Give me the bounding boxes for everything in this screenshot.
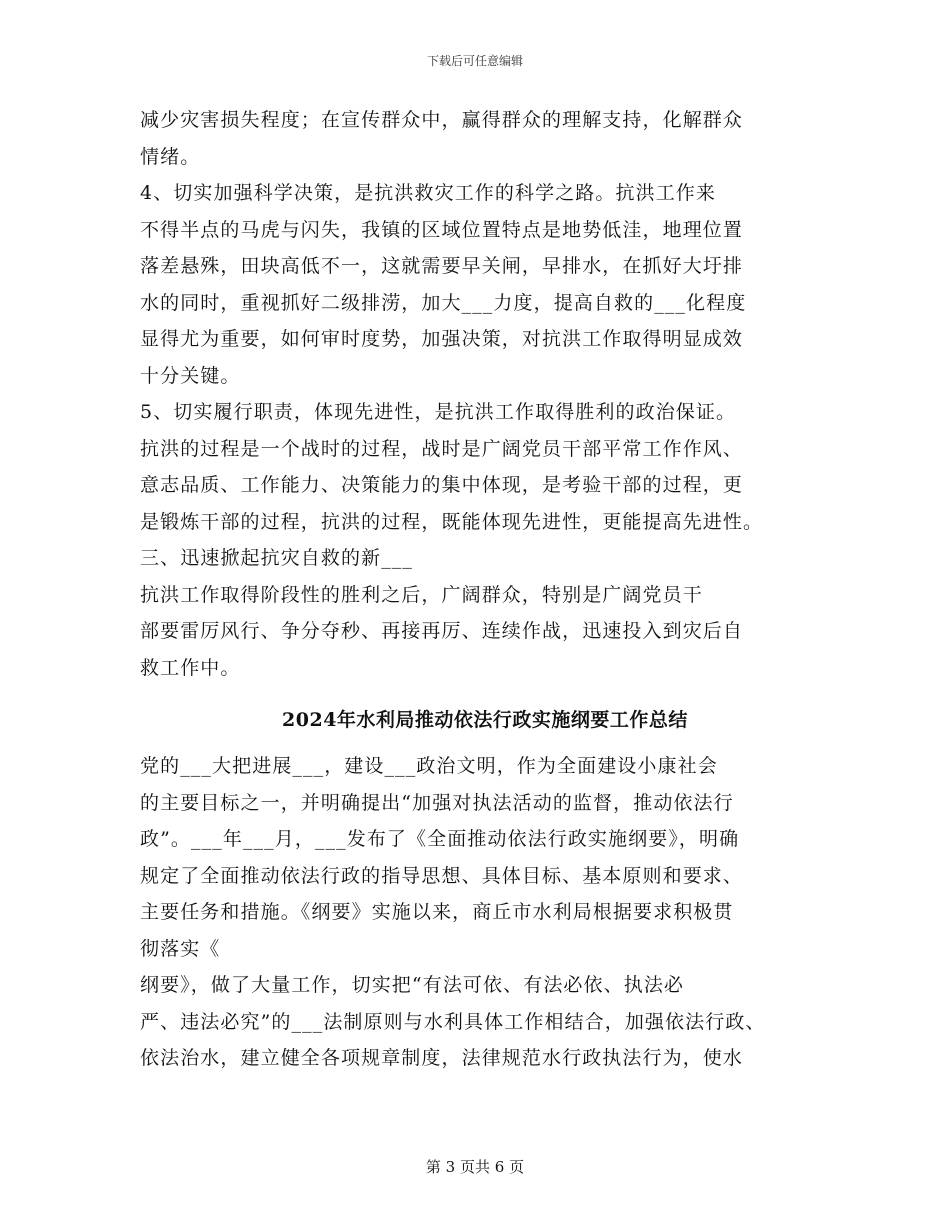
- paragraph: 5、切实履行职责，体现先进性，是抗洪工作取得胜利的政治保证。 抗洪的过程是一个战时的过程，战时是广阔党员干部平常工作作风、 意志品质、工作能力、决策能力的集中体现，是考验干部的过程，更 是锻炼干部的过程，抗洪的过程，既能体现先进性，更能提高先进性。: [140, 401, 764, 533]
- document-body: [140, 102, 830, 1077]
- paragraph: 抗洪工作取得阶段性的胜利之后，广阔群众，特别是广阔党员干 部要雷厉风行、争分夺秒、再接再厉、连续作战，迅速投入到灾后自 救工作中。: [140, 583, 744, 679]
- section-heading: 三、迅速掀起抗灾自救的新___: [140, 547, 414, 569]
- page-footer: 第 3 页共 6 页: [425, 1158, 525, 1176]
- section-title: 2024年水利局推动依法行政实施纲要工作总结: [282, 709, 688, 731]
- page-header: 下载后可任意编辑: [426, 54, 523, 68]
- paragraph: 减少灾害损失程度；在宣传群众中，赢得群众的理解支持，化解群众 情绪。: [140, 109, 744, 168]
- paragraph: 4、切实加强科学决策，是抗洪救灾工作的科学之路。抗洪工作来 不得半点的马虎与闪失，我镇的区域位置特点是地势低洼，地理位置 落差悬殊，田块高低不一，这就需要早关闸，早排水，在抓好大圩排 水的同时，重视抓好二级排涝，加大___力度，提高自救的___化程度 显得尤为重要，如何审时度势，加强决策，对抗洪工作取得明显成效 十分关键。: [140, 182, 747, 387]
- paragraph: 纲要》，做了大量工作，切实把“有法可依、有法必依、执法必 严、违法必究”的___法制原则与水利具体工作相结合，加强依法行政、 依法治水，建立健全各项规章制度，法律规范水行政执法行为，使水: [140, 974, 766, 1069]
- paragraph: 党的___大把进展___，建设___政治文明，作为全面建设小康社会 的主要目标之一，并明确提出“加强对执法活动的监督，推动依法行 政”。___年___月，___发布了《全面推动依法行政实施纲要》，明确 规定了全面推动依法行政的指导思想、具体目标、基本原则和要求、 主要任务和措施。《纲要》实施以来，商丘市水利局根据要求积极贯 彻落实《: [140, 755, 744, 960]
